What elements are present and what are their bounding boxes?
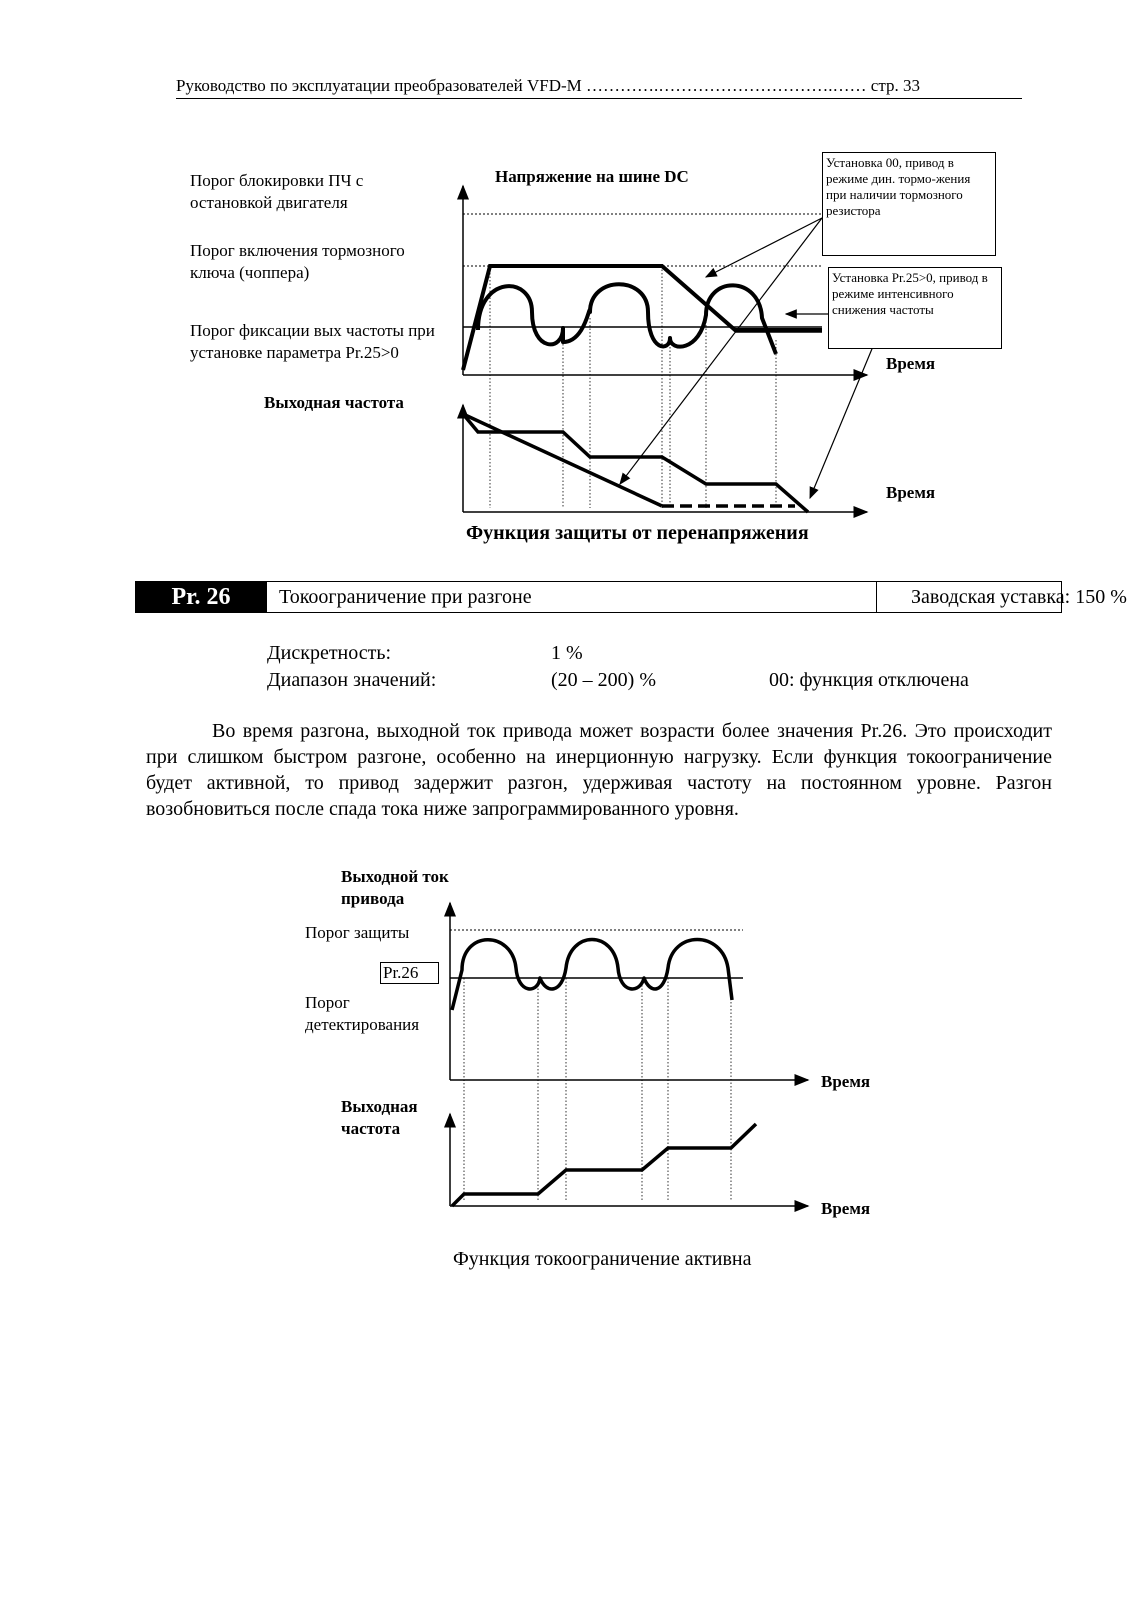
frequency-step-curve (452, 1124, 756, 1206)
lock-threshold-label: Порог блокировки ПЧ с остановкой двигателя (190, 171, 364, 212)
param-name: Токоограничение при разгоне (266, 582, 876, 612)
dc-bus-label: Напряжение на шине DC (495, 167, 689, 186)
current-limit-caption: Функция токоограничение активна (453, 1248, 752, 1270)
pr26-box: Pr.26 (380, 962, 439, 984)
range-note: 00: функция отключена (769, 669, 969, 691)
time-label-top: Время (886, 354, 936, 373)
range-value: (20 – 200) % (551, 669, 656, 691)
callout-setting-pr25: Установка Pr.25>0, привод в режиме интенсивного снижения частоты (828, 267, 1002, 349)
resolution-label: Дискретность: (267, 642, 392, 664)
range-label: Диапазон значений: (267, 669, 437, 691)
param-default: Заводская уставка: 150 % (876, 582, 1061, 612)
callout-setting-00: Установка 00, привод в режиме дин. тормо-жения при наличии тормозного резистора (822, 152, 996, 256)
output-current-label: Выходной ток привода (341, 867, 449, 908)
brake-threshold-label: Порог включения тормозного ключа (чоппера) (190, 241, 405, 282)
freeze-threshold-label: Порог фиксации вых частоты при установке параметра Pr.25>0 (190, 321, 435, 362)
time-label-bottom: Время (886, 483, 936, 502)
detection-threshold-label: Порог детектирования (305, 993, 420, 1034)
output-frequency-label: Выходная частота (264, 393, 404, 412)
param-id: Pr. 26 (136, 582, 266, 612)
current-curve (452, 940, 732, 1011)
time-guides-2 (464, 978, 731, 1200)
page-header: Руководство по эксплуатации преобразователей VFD-M ………….………………………….…… стр. 33 (176, 76, 920, 95)
time-label-current: Время (821, 1072, 871, 1091)
output-frequency-label-2: Выходная частота (341, 1097, 418, 1138)
resolution-value: 1 % (551, 642, 583, 664)
overvoltage-caption: Функция защиты от перенапряжения (466, 522, 809, 544)
time-label-frequency: Время (821, 1199, 871, 1218)
description-text: Во время разгона, выходной ток привода может возрасти более значения Pr.26. Это происходит при слишком быстром разгоне, особенно на инерционную нагрузку. Если функция токоограничение будет активной, то привод задержит разгон, удерживая частоту на постоянном уровне. Разгон возобновиться после спада тока ниже запрограммированного уровня. (146, 720, 1052, 820)
protection-threshold-label: Порог защиты (305, 923, 410, 942)
